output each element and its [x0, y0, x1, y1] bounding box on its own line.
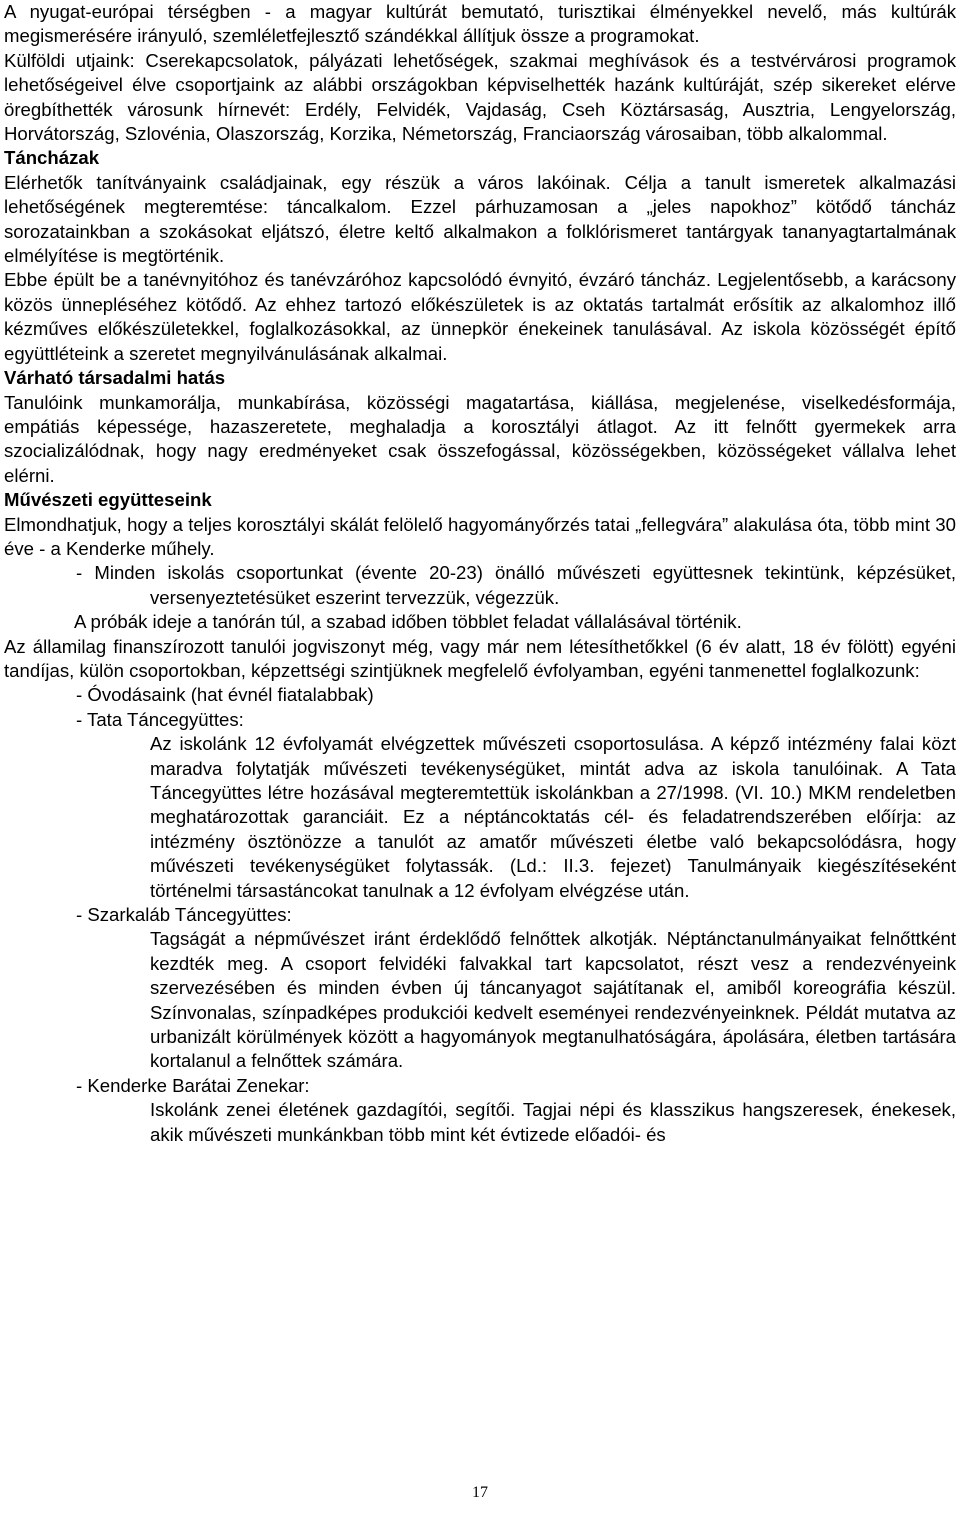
paragraph-szarkalab: Tagságát a népművészet iránt érdeklődő felnőttek alkotják. Néptánctanulmányaikat felnőttként kezdték meg. A csoport felvidéki falvakkal tart kapcsolatot, részt vesz a rendezvényeink szervezésében és minden évben új táncanyagot sajátítanak el, amiből koreográfia készül. Színvonalas, színpadképes produkciói kedvelt eseményei rendezvényeinknek. Példát mutatva az urbanizált körülmények között a hagyományok megtanulhatóságára, ápolására, életben tartására kortalanul a felnőttek számára.: [150, 928, 956, 1072]
paragraph-tata-tancegyuttes: Az iskolánk 12 évfolyamát elvégzettek művészeti csoportosulása. A képző intézmény falai közt maradva folytatják művészeti tevékenységüket, mintát adva az iskola tanulóinak. A Tata Táncegyüttes létre hozásával megteremtettük iskolánkban a 27/1998. (VI. 10.) MKM rendeletben meghatározottak garanciáit. Ez a néptáncoktatás cél- és feladatrendszerében előírja: az intézmény ösztönözze a tanulót az amatőr művészeti életbe való bekapcsolódásra, hogy művészeti tevékenységüket folytassák. (Ld.: II.3. fejezet) Tanulmányaik kiegészítéseként történelmi társastáncokat tanulnak a 12 évfolyam elvégzése után.: [150, 733, 956, 901]
list-item-tata-tancegyuttes: - Tata Táncegyüttes:: [76, 708, 244, 730]
heading-art-ensembles: Művészeti együtteseink: [4, 489, 212, 511]
paragraph-ensembles-intro: Elmondhatjuk, hogy a teljes korosztályi skálát felölelő hagyományőrzés tatai „fellegvára” alakulása óta, több mint 30 éve - a Kenderke műhely.: [4, 513, 956, 559]
paragraph-social-impact: Tanulóink munkamorálja, munkabírása, közösségi magatartása, kiállása, megjelenése, viselkedésformája, empátiás képessége, hazaszeretete, meghaladja a korosztályi átlagot. Az itt felnőtt gyermekek arra szocializálódnak, hogy nagy eredményeket csak összefogással, közösségekben, közösségeket vállalva lehet elérni.: [4, 391, 956, 486]
list-item-szarkalab: - Szarkaláb Táncegyüttes:: [76, 904, 292, 926]
list-item-ovodasaink: - Óvodásaink (hat évnél fiatalabbak): [76, 684, 374, 706]
page-number: 17: [472, 1484, 488, 1501]
list-item-school-groups: - Minden iskolás csoportunkat (évente 20-23) önálló művészeti együttesnek tekintünk, képzésüket, versenyeztetésüket eszerint tervezzük, végezzük.: [76, 562, 956, 608]
list-item-kenderke-zenekar: - Kenderke Barátai Zenekar:: [76, 1074, 310, 1096]
heading-social-impact: Várható társadalmi hatás: [4, 367, 226, 389]
paragraph-tuition: Az államilag finanszírozott tanulói jogviszonyt még, vagy már nem létesíthetőkkel (6 év alatt, 18 év fölött) egyéni tandíjas, külön csoportokban, képzettségi szintjüknek megfelelő évfolyamban, egyéni tanmenettel foglalkozunk:: [4, 635, 956, 681]
paragraph-kenderke-zenekar: Iskolánk zenei életének gazdagítói, segítői. Tagjai népi és klasszikus hangszeresek, énekesek, akik művészeti munkánkban több mint két évtizede előadói- és: [150, 1099, 956, 1145]
paragraph-tanevnyito: Ebbe épült be a tanévnyitóhoz és tanévzáróhoz kapcsolódó évnyitó, évzáró táncház. Legjelentősebb, a karácsony közös ünnepléséhez kötődő. Az ehhez tartozó előkészületek is az oktatás tartalmát erősítik az alkalomhoz illő kézműves előkészületekkel, foglalkozásokkal, az ünnepkör énekeinek tanulásával. Az iskola közösségét építő együttléteink a szeretet megnyilvánulásának alkalmai.: [4, 269, 956, 364]
document-page: [4, 0, 956, 1147]
paragraph-intro: A nyugat-európai térségben - a magyar kultúrát bemutató, turisztikai élményekkel nevelő, más kultúrák megismerésére irányuló, szemléletfejlesztő szándékkal állítjuk össze a programokat.: [4, 1, 956, 47]
heading-tanchazak: Táncházak: [4, 147, 100, 169]
paragraph-tanchazak: Elérhetők tanítványaink családjainak, egy részük a város lakóinak. Célja a tanult ismeretek alkalmazási lehetőségének megteremtése: táncalkalom. Ezzel párhuzamosan a „jeles napokhoz” kötődő táncház sorozatainkban a szokásokat eljátszó, életre keltő alkalmakon a folklórismeret tantárgyak tananyagtartalmának elmélyítése is megtörténik.: [4, 171, 956, 267]
paragraph-foreign-trips: Külföldi utjaink: Cserekapcsolatok, pályázati lehetőségek, szakmai meghívások és a testvérvárosi programok lehetőségeivel élve csoportjaink az alábbi országokban képviselhették hazánk kultúráját, szép sikereket elérve öregbíthették városunk hírnevét: Erdély, Felvidék, Vajdaság, Cseh Köztársaság, Ausztria, Lengyelország, Horvátország, Szlovénia, Olaszország, Korzika, Németország, Franciaország városaiban, több alkalommal.: [4, 49, 956, 145]
paragraph-rehearsals: A próbák ideje a tanórán túl, a szabad időben többlet feladat vállalásával történik.: [74, 611, 742, 633]
